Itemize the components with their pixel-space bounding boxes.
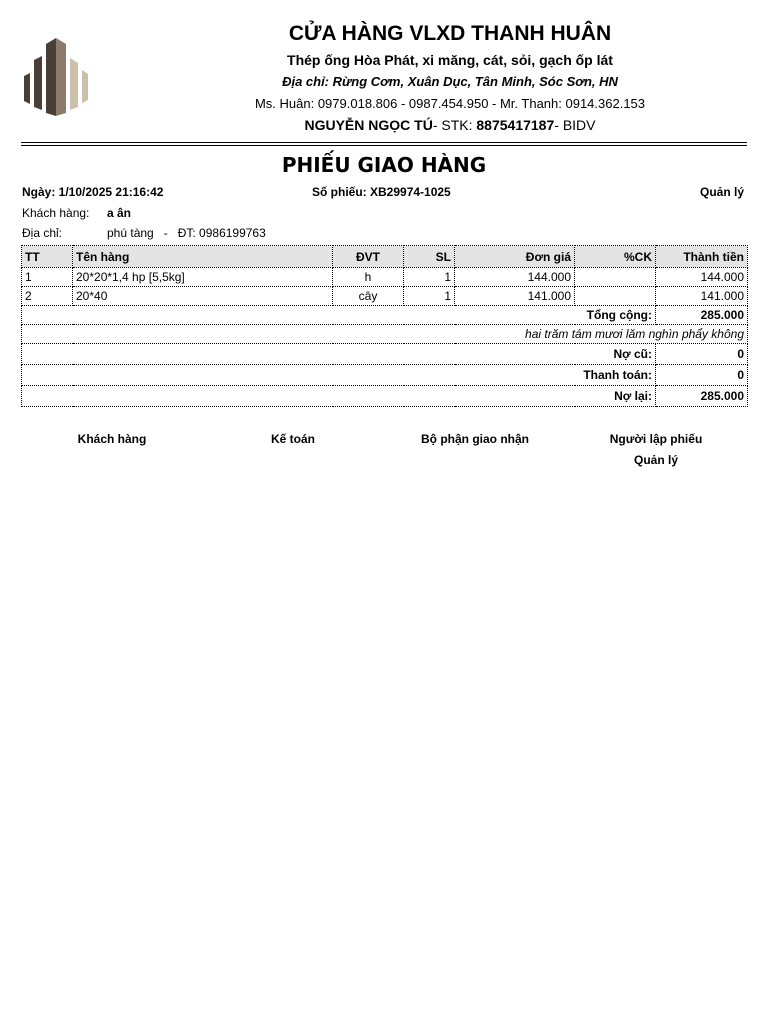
row-discount [575, 268, 656, 287]
document-creator: Quản lý [699, 185, 744, 199]
document-number: Số phiếu: XB29974-1025 [312, 185, 451, 199]
row-discount [575, 287, 656, 306]
total-value: 285.000 [656, 306, 748, 325]
row-amount: 144.000 [656, 268, 748, 287]
store-name: CỬA HÀNG VLXD THANH HUÂN [288, 22, 612, 45]
bank-suffix: - BIDV [554, 117, 596, 133]
paid-value: 0 [656, 365, 748, 386]
header-divider-double [21, 145, 747, 146]
table-row [22, 287, 748, 306]
customer-name: a ân [107, 206, 132, 220]
total-words-row [22, 325, 748, 344]
store-address: Địa chỉ: Rừng Cơm, Xuân Dục, Tân Minh, Sóc Sơn, HN [282, 74, 618, 89]
row-item-name: 20*20*1,4 hp [5,5kg] [73, 268, 333, 287]
bank-info [200, 117, 700, 133]
col-header-tt: TT [22, 246, 73, 268]
header-divider [21, 142, 747, 143]
col-header-item-name: Tên hàng [73, 246, 333, 268]
customer-name-label: Khách hàng: [22, 206, 90, 220]
total-in-words: hai trăm tám mươi lăm nghìn phẩy không [22, 325, 748, 344]
store-phones: Ms. Huân: 0979.018.806 - 0987.454.950 - Mr. Thanh: 0914.362.153 [254, 96, 646, 111]
customer-address: phú tàng - ĐT: 0986199763 [107, 226, 266, 240]
old-debt-label: Nợ cũ: [22, 344, 656, 365]
row-unit: h [333, 268, 404, 287]
row-quantity: 1 [404, 268, 455, 287]
signature-delivery: Bộ phận giao nhận [421, 432, 529, 446]
bank-stk-label: - STK: [432, 117, 477, 133]
remaining-debt-label: Nợ lại: [22, 386, 656, 407]
col-header-discount: %CK [575, 246, 656, 268]
col-header-quantity: SL [404, 246, 455, 268]
bank-account: 8875417187 [476, 117, 555, 133]
bank-owner: NGUYỄN NGỌC TÚ [304, 117, 433, 133]
store-slogan: Thép ống Hòa Phát, xi măng, cát, sỏi, gạch ốp lát [287, 52, 613, 68]
remaining-debt-value: 285.000 [656, 386, 748, 407]
row-quantity: 1 [404, 287, 455, 306]
total-row [22, 306, 748, 325]
row-amount: 141.000 [656, 287, 748, 306]
document-date: Ngày: 1/10/2025 21:16:42 [22, 185, 164, 199]
col-header-unit-price: Đơn giá [455, 246, 575, 268]
table-header-row [22, 246, 748, 268]
row-item-name: 20*40 [73, 287, 333, 306]
row-tt: 2 [22, 287, 73, 306]
row-unit: cây [333, 287, 404, 306]
signature-creator: Người lập phiếu [609, 432, 703, 446]
old-debt-row [22, 344, 748, 365]
col-header-unit: ĐVT [333, 246, 404, 268]
items-table [21, 245, 748, 407]
row-tt: 1 [22, 268, 73, 287]
row-unit-price: 141.000 [455, 287, 575, 306]
table-row [22, 268, 748, 287]
total-label: Tổng cộng: [22, 306, 656, 325]
signature-creator-name: Quản lý [633, 453, 678, 467]
paid-label: Thanh toán: [22, 365, 656, 386]
signature-customer: Khách hàng [77, 432, 147, 446]
paid-row [22, 365, 748, 386]
customer-address-label: Địa chỉ: [22, 226, 63, 240]
remaining-debt-row [22, 386, 748, 407]
col-header-amount: Thành tiền [656, 246, 748, 268]
row-unit-price: 144.000 [455, 268, 575, 287]
store-logo [22, 36, 92, 118]
signature-accountant: Kế toán [270, 432, 315, 446]
old-debt-value: 0 [656, 344, 748, 365]
document-title: PHIẾU GIAO HÀNG [281, 153, 487, 177]
